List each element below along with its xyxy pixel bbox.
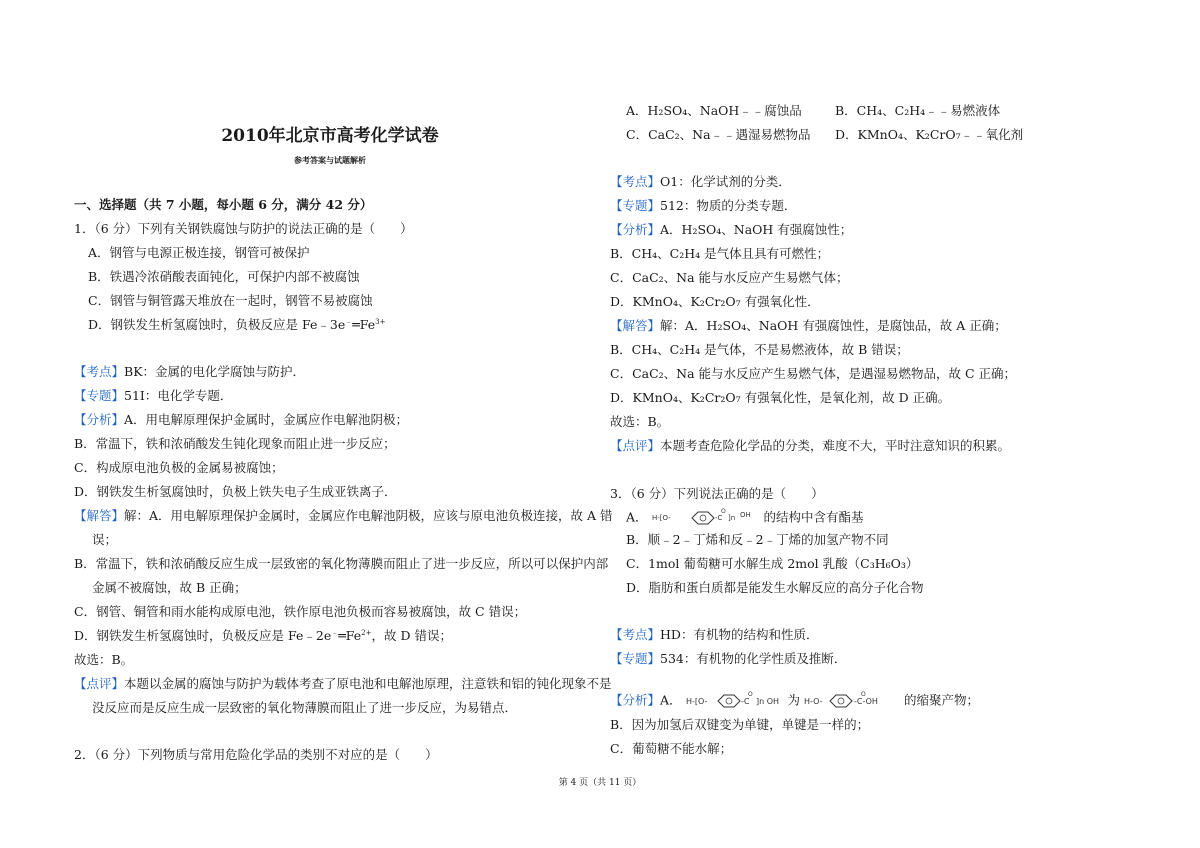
jieda-tag: 【解答】 [610, 318, 661, 333]
q3-fenxi-b: B．因为加氢后双键变为单键，单键是一样的； [610, 717, 870, 732]
q2-kaodian [610, 174, 791, 190]
kaodian-tag: 【考点】 [610, 627, 661, 642]
svg-text:H-[O-: H-[O- [685, 697, 707, 706]
fenxi-a: A．H₂SO₄、NaOH 有强腐蚀性； [660, 222, 853, 237]
q2-option-a: A．H₂SO₄、NaOH﹣﹣腐蚀品 [626, 103, 802, 118]
q1-dianping-2: 没反应而是反应生成一层致密的氧化物薄膜而阻止了进一步反应，为易错点． [92, 700, 518, 715]
monomer-structure-image [804, 691, 900, 711]
q2-stem: 2．（6 分）下列物质与常用危险化学品的类别不对应的是（ ） [74, 747, 438, 762]
q1-jieda-b2: 金属不被腐蚀，故 B 正确； [92, 580, 247, 595]
q2-jieda-c: C．CaC₂、Na 能与水反应产生易燃气体，是遇湿易燃物品，故 C 正确； [610, 366, 1017, 381]
dianping-tag: 【点评】 [74, 676, 125, 691]
svg-text:OH: OH [739, 511, 751, 519]
jieda-d-sup2: 2+ [361, 629, 372, 637]
kaodian-text: O1：化学试剂的分类． [660, 174, 791, 189]
kaodian-text: BK：金属的电化学腐蚀与防护． [124, 364, 306, 379]
page-footer: 第 4 页（共 11 页） [558, 778, 642, 788]
jieda-d-mid: ═Fe [338, 628, 362, 643]
q1-fenxi-d: D．钢铁发生析氢腐蚀时，负极上铁失电子生成亚铁离子． [74, 484, 397, 499]
svg-text:-C: -C [714, 514, 722, 522]
fenxi-tag: 【分析】 [74, 412, 125, 427]
q3-option-a [626, 508, 864, 528]
kaodian-tag: 【考点】 [610, 174, 661, 189]
q2-fenxi-b: B．CH₄、C₂H₄ 是气体且具有可燃性； [610, 246, 830, 261]
jieda-a1: 解：A．用电解原理保护金属时，金属应作电解池阴极，应该与原电池负极连接，故 A 错 [124, 508, 613, 523]
jieda-tag: 【解答】 [74, 508, 125, 523]
fenxi-tag: 【分析】 [610, 222, 661, 237]
q2-fenxi-d: D．KMnO₄、K₂Cr₂O₇ 有强氧化性． [610, 294, 820, 309]
svg-text:H-[O-: H-[O- [651, 514, 671, 522]
q1-stem: 1．（6 分）下列有关钢铁腐蚀与防护的说法正确的是（ ） [74, 221, 413, 236]
zhuanti-tag: 【专题】 [610, 651, 661, 666]
q1-zhuanti [74, 388, 232, 404]
q1-jieda-a2: 误； [92, 532, 118, 547]
zhuanti-tag: 【专题】 [74, 388, 125, 403]
q1-option-a: A．钢管与电源正极连接，钢管可被保护 [88, 245, 310, 260]
q1-option-d-text: D．钢铁发生析氢腐蚀时，负极反应是 Fe﹣3e [88, 317, 346, 332]
q1-fenxi-c: C．构成原电池负极的金属易被腐蚀； [74, 460, 284, 475]
q3-option-c: C．1mol 葡萄糖可水解生成 2mol 乳酸（C₃H₆O₃） [626, 556, 919, 571]
q3-option-a-label: A． [626, 509, 648, 525]
q1-jieda-d [74, 628, 452, 644]
q1-option-d-sup2: 3+ [375, 318, 386, 326]
q3-fenxi-c: C．葡萄糖不能水解； [610, 741, 733, 756]
page-title: 2010年北京市高考化学试卷 [221, 126, 439, 146]
q1-kaodian [74, 364, 305, 380]
q1-jieda-c: C．钢管、铜管和雨水能构成原电池，铁作原电池负极而容易被腐蚀，故 C 错误； [74, 604, 527, 619]
q3-option-b: B．顺﹣2﹣丁烯和反﹣2﹣丁烯的加氢产物不同 [626, 532, 889, 547]
q3-option-a-text: 的结构中含有酯基 [763, 509, 864, 525]
q2-dianping [610, 438, 1010, 454]
q2-fenxi-c: C．CaC₂、Na 能与水反应产生易燃气体； [610, 270, 849, 285]
q2-fenxi [610, 222, 852, 238]
q1-jieda-b1: B．常温下，铁和浓硝酸反应生成一层致密的氧化物薄膜而阻止了进一步反应，所以可以保护内部 [74, 556, 609, 571]
svg-text:O: O [747, 691, 753, 698]
q3-stem: 3．（6 分）下列说法正确的是（ ） [610, 486, 824, 501]
fenxi-a-mid: 为 [787, 692, 801, 708]
q1-guxuan: 故选：B。 [74, 652, 134, 667]
svg-text:-C-OH: -C-OH [854, 697, 878, 706]
svg-text:]n OH: ]n OH [755, 697, 779, 706]
zhuanti-text: 51I：电化学专题． [124, 388, 233, 403]
jieda-d-text: D．钢铁发生析氢腐蚀时，负极反应是 Fe﹣2e [74, 628, 332, 643]
polyester-structure-image [652, 508, 760, 528]
q3-fenxi [610, 691, 979, 711]
q2-guxuan: 故选：B。 [610, 414, 670, 429]
zhuanti-tag: 【专题】 [610, 198, 661, 213]
kaodian-tag: 【考点】 [74, 364, 125, 379]
svg-text:O: O [720, 508, 726, 515]
svg-text:]n: ]n [727, 514, 735, 522]
jieda-a: 解：A．H₂SO₄、NaOH 有强腐蚀性，是腐蚀品，故 A 正确； [660, 318, 1007, 333]
zhuanti-text: 512：物质的分类专题． [660, 198, 797, 213]
dianping-text: 本题考查危险化学品的分类，难度不大，平时注意知识的积累。 [660, 438, 1011, 453]
q2-zhuanti [610, 198, 796, 214]
q2-option-c: C．CaC₂、Na﹣﹣遇湿易燃物品 [626, 127, 811, 142]
q1-fenxi-b: B．常温下，铁和浓硝酸发生钝化现象而阻止进一步反应； [74, 436, 396, 451]
q1-fenxi [74, 412, 408, 428]
q1-dianping [74, 676, 612, 692]
q1-option-d-mid: ═Fe [352, 317, 376, 332]
q1-option-d [88, 317, 385, 333]
svg-text:H-O-: H-O- [804, 697, 823, 706]
zhuanti-text: 534：有机物的化学性质及推断． [660, 651, 847, 666]
q1-option-b: B．铁遇冷浓硝酸表面钝化，可保护内部不被腐蚀 [88, 269, 360, 284]
polymer-structure-image [686, 691, 784, 711]
section-heading: 一、选择题（共 7 小题，每小题 6 分，满分 42 分） [74, 197, 373, 212]
dianping-tag: 【点评】 [610, 438, 661, 453]
fenxi-a: A．用电解原理保护金属时，金属应作电解池阴极； [124, 412, 409, 427]
kaodian-text: HD：有机物的结构和性质． [660, 627, 819, 642]
svg-text:O: O [861, 691, 866, 698]
q1-jieda [74, 508, 613, 524]
jieda-d-sup1: ﹣ [331, 629, 339, 637]
q1-option-d-sup1: ﹣ [345, 318, 353, 326]
q3-kaodian [610, 627, 818, 643]
q2-option-b: B．CH₄、C₂H₄﹣﹣易燃液体 [835, 103, 1001, 118]
fenxi-a-end: 的缩聚产物； [904, 692, 980, 708]
q2-jieda-d: D．KMnO₄、K₂Cr₂O₇ 有强氧化性，是氧化剂，故 D 正确。 [610, 390, 951, 405]
fenxi-tag: 【分析】 [610, 692, 661, 708]
dianping-1: 本题以金属的腐蚀与防护为载体考查了原电池和电解池原理，注意铁和铝的钝化现象不是 [124, 676, 612, 691]
q1-option-c: C．钢管与铜管露天堆放在一起时，钢管不易被腐蚀 [88, 293, 373, 308]
jieda-d-post: ，故 D 错误； [371, 628, 452, 643]
q2-jieda [610, 318, 1007, 334]
page-subtitle: 参考答案与试题解析 [294, 155, 366, 165]
q2-jieda-b: B．CH₄、C₂H₄ 是气体，不是易燃液体，故 B 错误； [610, 342, 909, 357]
svg-text:-C: -C [740, 697, 750, 706]
fenxi-a-label: A． [660, 692, 682, 708]
q3-zhuanti [610, 651, 846, 667]
q3-option-d: D．脂肪和蛋白质都是能发生水解反应的高分子化合物 [626, 580, 924, 595]
q2-option-d: D．KMnO₄、K₂CrO₇﹣﹣氧化剂 [835, 127, 1024, 142]
